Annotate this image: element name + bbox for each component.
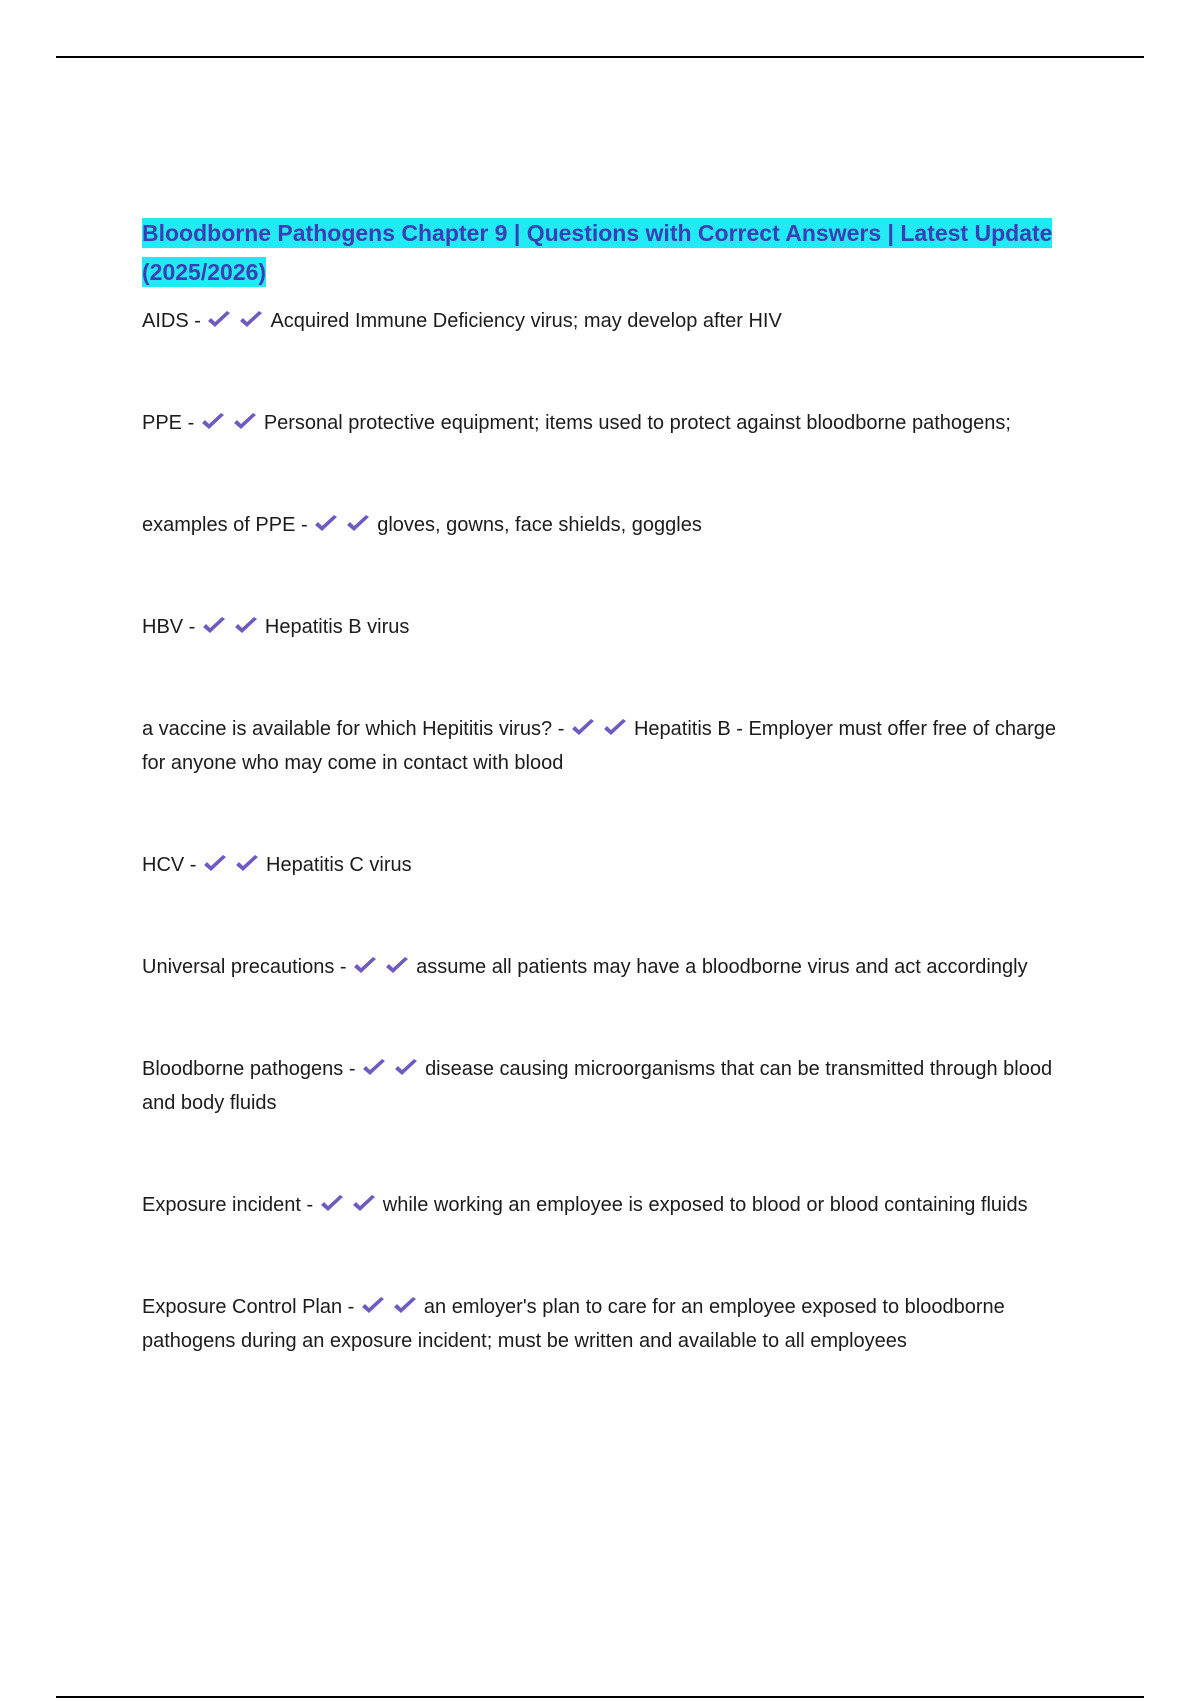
check-icon [352, 956, 378, 976]
qa-term: HCV [142, 854, 185, 876]
qa-item [142, 950, 1062, 984]
check-icon [313, 514, 339, 534]
qa-item [142, 1188, 1062, 1222]
qa-term: a vaccine is available for which Hepititis virus? [142, 718, 553, 740]
qa-term: Bloodborne pathogens [142, 1058, 344, 1080]
qa-separator: - [182, 412, 200, 434]
check-icon [351, 1194, 377, 1214]
qa-separator: - [188, 310, 207, 332]
check-icon [361, 1058, 387, 1078]
qa-separator: - [552, 718, 570, 740]
check-icon [384, 956, 410, 976]
qa-definition: assume all patients may have a bloodborne virus and act accordingly [416, 956, 1028, 978]
check-icon [319, 1194, 345, 1214]
top-rule [56, 56, 1144, 58]
check-icon [392, 1296, 418, 1316]
qa-term: examples of PPE [142, 514, 296, 536]
qa-item [142, 712, 1062, 780]
qa-separator: - [334, 956, 353, 978]
qa-definition: gloves, gowns, face shields, goggles [377, 514, 702, 536]
qa-term: Universal precautions [142, 956, 335, 978]
qa-definition: Hepatitis B - Employer must offer free of charge for anyone who may come in contact with blood [142, 718, 1056, 774]
document-body [142, 214, 1062, 1426]
qa-definition: disease causing microorganisms that can be transmitted through blood and body fluids [142, 1058, 1053, 1114]
qa-item [142, 848, 1062, 882]
qa-item [142, 1290, 1062, 1358]
check-icon [234, 854, 260, 874]
qa-term: AIDS [142, 310, 189, 332]
check-icon [570, 718, 596, 738]
qa-definition: Hepatitis B virus [264, 616, 410, 638]
qa-separator: - [295, 514, 314, 536]
qa-term: Exposure incident [142, 1194, 301, 1216]
qa-separator: - [184, 854, 203, 876]
check-icon [602, 718, 628, 738]
check-icon [206, 310, 232, 330]
qa-definition: Acquired Immune Deficiency virus; may develop after HIV [270, 310, 782, 332]
qa-separator: - [183, 616, 201, 638]
check-icon [345, 514, 371, 534]
check-icon [202, 854, 228, 874]
qa-separator: - [342, 1296, 360, 1318]
qa-definition: Personal protective equipment; items used to protect against bloodborne pathogens; [263, 412, 1011, 434]
qa-list [142, 304, 1062, 1358]
qa-term: Exposure Control Plan [142, 1296, 343, 1318]
qa-term: HBV [142, 616, 184, 638]
qa-item [142, 610, 1062, 644]
check-icon [232, 412, 258, 432]
document-title [142, 214, 1062, 292]
qa-definition: Hepatitis C virus [266, 854, 412, 876]
document-title-text: Bloodborne Pathogens Chapter 9 | Questions with Correct Answers | Latest Update (2025/2026) [142, 220, 1053, 285]
qa-definition: an emloyer's plan to care for an employee exposed to bloodborne pathogens during an exposure incident; must be written and available to all employees [142, 1296, 1005, 1352]
qa-definition: while working an employee is exposed to blood or blood containing fluids [382, 1194, 1028, 1216]
qa-item [142, 406, 1062, 440]
check-icon [200, 412, 226, 432]
check-icon [201, 616, 227, 636]
qa-separator: - [300, 1194, 319, 1216]
qa-term: PPE [142, 412, 183, 434]
bottom-rule [56, 1696, 1144, 1698]
qa-separator: - [343, 1058, 362, 1080]
check-icon [393, 1058, 419, 1078]
check-icon [233, 616, 259, 636]
qa-item [142, 304, 1062, 338]
check-icon [360, 1296, 386, 1316]
qa-item [142, 1052, 1062, 1120]
qa-item [142, 508, 1062, 542]
check-icon [238, 310, 264, 330]
